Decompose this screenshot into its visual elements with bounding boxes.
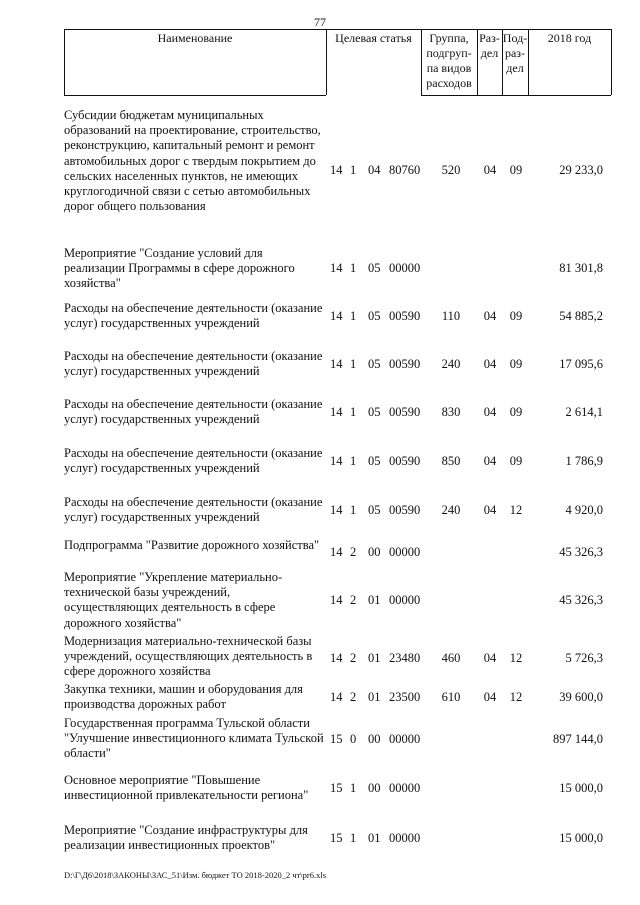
row-target-subprogram: 2 — [350, 651, 357, 665]
row-target-code: 00590 — [389, 405, 421, 419]
row-target-event: 01 — [368, 690, 381, 704]
row-target-event: 01 — [368, 651, 381, 665]
header-year: 2018 год — [547, 31, 592, 45]
row-razdel: 04 — [483, 309, 497, 323]
row-amount: 897 144,0 — [553, 732, 603, 746]
row-amount: 2 614,1 — [565, 405, 603, 419]
row-razdel: 04 — [483, 357, 497, 371]
row-name: Субсидии бюджетам муниципальных образований на проектирование, строительство, реконструкцию, капитальный ремонт и ремонт автомобильных дорог с твердым покрытием до сельских населенных пунктов, не имеющих круглогодичной связи с сетью автомобильных дорог общего пользования — [64, 108, 321, 214]
row-target-subprogram: 1 — [350, 781, 357, 795]
row-name: Государственная программа Тульской области "Улучшение инвестиционного климата Тульской области" — [64, 716, 324, 761]
row-target-event: 05 — [368, 309, 381, 323]
row-target-event: 01 — [368, 593, 381, 607]
row-target-program: 14 — [330, 357, 343, 371]
row-name: Мероприятие "Укрепление материально-технической базы учреждений, осуществляющих деятельность в сфере дорожного хозяйства" — [64, 570, 283, 630]
row-group: 240 — [441, 357, 461, 371]
row-target-program: 14 — [330, 163, 343, 177]
row-target-subprogram: 1 — [350, 454, 357, 468]
row-target-code: 00000 — [389, 781, 421, 795]
row-target-subprogram: 1 — [350, 163, 357, 177]
row-target-program: 15 — [330, 831, 343, 845]
row-razdel: 04 — [483, 503, 497, 517]
row-amount: 15 000,0 — [559, 831, 603, 845]
row-name: Мероприятие "Создание инфраструктуры для реализации инвестиционных проектов" — [64, 823, 308, 853]
row-name: Мероприятие "Создание условий для реализации Программы в сфере дорожного хозяйства" — [64, 246, 295, 291]
row-target-program: 14 — [330, 593, 343, 607]
row-podrazdel: 09 — [509, 454, 523, 468]
row-razdel: 04 — [483, 454, 497, 468]
row-target-event: 01 — [368, 831, 381, 845]
row-target-code: 00000 — [389, 831, 421, 845]
row-target-program: 14 — [330, 503, 343, 517]
row-target-subprogram: 1 — [350, 309, 357, 323]
header-top-border — [64, 29, 612, 30]
row-podrazdel: 12 — [509, 651, 523, 665]
table-header — [64, 29, 612, 95]
row-target-event: 05 — [368, 357, 381, 371]
row-target-program: 14 — [330, 261, 343, 275]
header-group: Группа, подгруп- па видов расходов — [426, 31, 472, 90]
row-amount: 4 920,0 — [565, 503, 603, 517]
row-target-code: 00590 — [389, 309, 421, 323]
row-target-event: 00 — [368, 545, 381, 559]
row-target-code: 00590 — [389, 454, 421, 468]
row-target-program: 14 — [330, 309, 343, 323]
row-target-subprogram: 0 — [350, 732, 357, 746]
row-target-code: 00590 — [389, 503, 421, 517]
row-amount: 39 600,0 — [559, 690, 603, 704]
row-target-code: 00000 — [389, 261, 421, 275]
row-amount: 5 726,3 — [565, 651, 603, 665]
row-target-code: 00590 — [389, 357, 421, 371]
row-group: 110 — [441, 309, 461, 323]
header-name: Наименование — [157, 31, 233, 45]
row-target-program: 15 — [330, 781, 343, 795]
page-number: 77 — [314, 15, 326, 29]
row-target-code: 00000 — [389, 732, 421, 746]
file-path-footer: D:\Г\Д6\2018\ЗАКОНЫ\ЗАС_51\Изм. бюджет ТО 2018-2020_2 чт\pr6.xls — [64, 870, 327, 880]
row-target-program: 14 — [330, 454, 343, 468]
row-name: Модернизация материально-технической базы учреждений, осуществляющих деятельность в сфере дорожного хозяйства — [64, 634, 313, 679]
row-target-program: 15 — [330, 732, 343, 746]
row-target-subprogram: 1 — [350, 357, 357, 371]
header-target-article: Целевая статья — [335, 31, 412, 45]
row-target-subprogram: 1 — [350, 261, 357, 275]
row-target-event: 05 — [368, 454, 381, 468]
row-target-code: 23480 — [389, 651, 421, 665]
row-podrazdel: 09 — [509, 309, 523, 323]
row-amount: 17 095,6 — [559, 357, 603, 371]
row-target-program: 14 — [330, 690, 343, 704]
row-target-program: 14 — [330, 545, 343, 559]
row-group: 850 — [441, 454, 461, 468]
row-amount: 15 000,0 — [559, 781, 603, 795]
row-group: 830 — [441, 405, 461, 419]
row-razdel: 04 — [483, 163, 497, 177]
row-target-subprogram: 2 — [350, 545, 357, 559]
row-podrazdel: 09 — [509, 405, 523, 419]
header-razdel: Раз- дел — [479, 31, 500, 60]
row-name: Расходы на обеспечение деятельности (оказание услуг) государственных учреждений — [64, 301, 323, 331]
row-amount: 29 233,0 — [559, 163, 603, 177]
row-target-subprogram: 1 — [350, 503, 357, 517]
row-razdel: 04 — [483, 690, 497, 704]
row-target-code: 80760 — [389, 163, 421, 177]
row-amount: 45 326,3 — [559, 545, 603, 559]
row-target-subprogram: 1 — [350, 831, 357, 845]
row-target-program: 14 — [330, 405, 343, 419]
row-podrazdel: 09 — [509, 357, 523, 371]
row-target-subprogram: 2 — [350, 593, 357, 607]
row-target-event: 05 — [368, 405, 381, 419]
header-bottom-border — [421, 95, 611, 96]
row-razdel: 04 — [483, 651, 497, 665]
row-razdel: 04 — [483, 405, 497, 419]
row-name: Закупка техники, машин и оборудования для производства дорожных работ — [64, 682, 303, 712]
row-podrazdel: 09 — [509, 163, 523, 177]
row-target-event: 00 — [368, 781, 381, 795]
header-bottom-border — [64, 95, 326, 96]
row-name: Расходы на обеспечение деятельности (оказание услуг) государственных учреждений — [64, 495, 323, 525]
row-target-event: 04 — [368, 163, 381, 177]
row-amount: 45 326,3 — [559, 593, 603, 607]
row-target-event: 05 — [368, 503, 381, 517]
row-target-subprogram: 2 — [350, 690, 357, 704]
row-target-program: 14 — [330, 651, 343, 665]
row-target-event: 05 — [368, 261, 381, 275]
row-target-code: 00000 — [389, 545, 421, 559]
row-group: 460 — [441, 651, 461, 665]
row-group: 610 — [441, 690, 461, 704]
row-name: Расходы на обеспечение деятельности (оказание услуг) государственных учреждений — [64, 446, 323, 476]
header-divider — [611, 29, 612, 95]
header-podrazdel: Под- раз- дел — [502, 31, 528, 75]
row-amount: 81 301,8 — [559, 261, 603, 275]
row-name: Расходы на обеспечение деятельности (оказание услуг) государственных учреждений — [64, 397, 323, 427]
row-name: Расходы на обеспечение деятельности (оказание услуг) государственных учреждений — [64, 349, 323, 379]
row-group: 520 — [441, 163, 461, 177]
row-target-event: 00 — [368, 732, 381, 746]
row-podrazdel: 12 — [509, 690, 523, 704]
row-group: 240 — [441, 503, 461, 517]
row-podrazdel: 12 — [509, 503, 523, 517]
row-target-code: 23500 — [389, 690, 421, 704]
row-name: Подпрограмма "Развитие дорожного хозяйства" — [64, 538, 320, 552]
row-amount: 54 885,2 — [559, 309, 603, 323]
row-target-subprogram: 1 — [350, 405, 357, 419]
row-target-code: 00000 — [389, 593, 421, 607]
row-amount: 1 786,9 — [565, 454, 603, 468]
row-name: Основное мероприятие "Повышение инвестиционной привлекательности региона" — [64, 773, 309, 803]
